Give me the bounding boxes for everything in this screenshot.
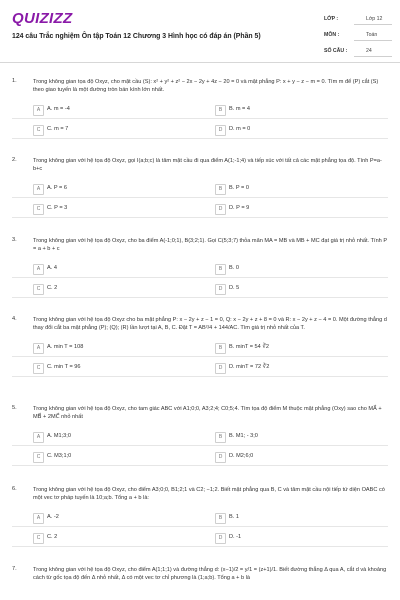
- option-letter-box: C: [33, 125, 44, 136]
- answer-option[interactable]: [33, 363, 203, 373]
- option-text: C. 2: [47, 534, 58, 540]
- option-text: B. 0: [229, 265, 239, 271]
- option-letter-box: B: [215, 264, 226, 275]
- option-divider: [12, 445, 388, 446]
- question-number: 5.: [12, 405, 17, 411]
- answer-option[interactable]: [33, 284, 203, 294]
- meta-grade-label: LỚP :: [324, 16, 339, 22]
- option-divider: [12, 197, 388, 198]
- question-number: 2.: [12, 157, 17, 163]
- meta-subject: [324, 30, 392, 46]
- answer-option[interactable]: [33, 264, 203, 274]
- option-text: C. 2: [47, 285, 58, 291]
- question-text: Trong không gian với hệ tọa độ Oxyz, gọi I(a;b;c) là tâm mặt cầu đi qua điểm A(1;-1;4) và tiếp xúc với tất cả các mặt phẳng tọa độ. Tính P=a-b+c: [33, 158, 382, 172]
- meta-grade-value: Lớp 12: [366, 16, 383, 22]
- answer-option[interactable]: [215, 264, 385, 274]
- question-text: Trong không gian với hệ tọa độ Oxyz, cho ba điểm A(-1;0;1), B(3;2;1). Gọi C(5;3;7) thỏa mãn MA = MB và MB + MC đạt giá trị nhỏ nhất. Tính P = a + b + c: [33, 238, 387, 252]
- option-letter-box: C: [33, 533, 44, 544]
- option-divider: [12, 465, 388, 466]
- option-letter-box: A: [33, 343, 44, 354]
- option-text: A. m = -4: [47, 106, 70, 112]
- option-letter-box: A: [33, 513, 44, 524]
- option-text: B. 1: [229, 514, 239, 520]
- meta-count-label: SỐ CÂU :: [324, 48, 348, 54]
- option-letter-box: A: [33, 432, 44, 443]
- question-number: 3.: [12, 237, 17, 243]
- option-text: A. M1;3;0: [47, 433, 71, 439]
- question-text: Trong không gian tọa độ Oxyz, cho mặt cầu (S): x² + y² + z² − 2x − 2y + 4z − 20 = 0 và mặt phẳng P: x + y − z − m = 0. Tìm m để (P) cắt (S) theo giao tuyến là một đường tròn bán kính lớn nhất.: [33, 79, 379, 93]
- option-text: D. -1: [229, 534, 242, 540]
- option-divider: [12, 356, 388, 357]
- option-divider: [12, 138, 388, 139]
- option-text: D. minT = 72 ∛2: [229, 364, 270, 370]
- option-divider: [12, 217, 388, 218]
- answer-option[interactable]: [33, 432, 203, 442]
- answer-option[interactable]: [33, 105, 203, 115]
- answer-option[interactable]: [215, 105, 385, 115]
- answer-option[interactable]: [215, 432, 385, 442]
- document-meta: [324, 14, 392, 62]
- document-title: 124 câu Trắc nghiệm Ôn tập Toán 12 Chương 3 Hình học có đáp án (Phần 5): [12, 33, 261, 40]
- answer-option[interactable]: [215, 204, 385, 214]
- header-divider: [0, 62, 400, 63]
- answer-option[interactable]: [215, 452, 385, 462]
- meta-grade: [324, 14, 392, 30]
- option-text: C. M3;1;0: [47, 453, 72, 459]
- option-letter-box: B: [215, 432, 226, 443]
- option-text: D. m = 0: [229, 126, 251, 132]
- meta-subject-value: Toán: [366, 32, 378, 38]
- option-divider: [12, 118, 388, 119]
- meta-divider: [354, 56, 392, 57]
- option-text: C. P = 3: [47, 205, 68, 211]
- answer-option[interactable]: [33, 125, 203, 135]
- option-letter-box: D: [215, 452, 226, 463]
- option-text: D. 5: [229, 285, 240, 291]
- option-divider: [12, 297, 388, 298]
- question-text: Trong không gian với hệ tọa độ Oxyz, cho tam giác ABC với A1;0;0, A3;2;4; C0;5;4. Tìm tọa độ điểm M thuộc mặt phẳng (Oxy) sao cho MA⃗ + MB⃗ + 2MC⃗ nhỏ nhất: [33, 406, 382, 420]
- question-number: 7.: [12, 566, 17, 572]
- answer-option[interactable]: [33, 513, 203, 523]
- question-number: 6.: [12, 486, 17, 492]
- option-letter-box: C: [33, 204, 44, 215]
- answer-option[interactable]: [33, 184, 203, 194]
- meta-divider: [354, 40, 392, 41]
- option-letter-box: A: [33, 184, 44, 195]
- answer-option[interactable]: [215, 513, 385, 523]
- option-text: C. m = 7: [47, 126, 69, 132]
- answer-option[interactable]: [215, 125, 385, 135]
- option-letter-box: B: [215, 184, 226, 195]
- answer-option[interactable]: [33, 204, 203, 214]
- quizizz-logo: QUIZIZZ: [12, 10, 73, 27]
- answer-option[interactable]: [215, 363, 385, 373]
- option-letter-box: A: [33, 105, 44, 116]
- answer-option[interactable]: [215, 343, 385, 353]
- answer-option[interactable]: [33, 452, 203, 462]
- option-text: C. min T = 96: [47, 364, 81, 370]
- answer-option[interactable]: [215, 184, 385, 194]
- option-text: A. P = 6: [47, 185, 67, 191]
- option-letter-box: D: [215, 204, 226, 215]
- option-text: D. P = 9: [229, 205, 250, 211]
- option-letter-box: B: [215, 343, 226, 354]
- option-text: A. -2: [47, 514, 59, 520]
- option-text: B. M1; - 3;0: [229, 433, 258, 439]
- meta-divider: [354, 24, 392, 25]
- option-letter-box: D: [215, 363, 226, 374]
- answer-option[interactable]: [33, 343, 203, 353]
- option-text: A. 4: [47, 265, 57, 271]
- meta-subject-label: MÔN :: [324, 32, 340, 38]
- option-text: B. P = 0: [229, 185, 249, 191]
- meta-count-value: 24: [366, 48, 372, 54]
- question-number: 4.: [12, 316, 17, 322]
- option-letter-box: C: [33, 452, 44, 463]
- option-divider: [12, 376, 388, 377]
- option-letter-box: B: [215, 513, 226, 524]
- question-text: Trong không gian với hệ tọa độ Oxyz cho ba mặt phẳng P: x − 2y + z − 1 = 0, Q: x − 2y + z + 8 = 0 và R: x − 2y + z − 4 = 0. Một đường thẳng d thay đổi cắt ba mặt phẳng (P); (Q); (R) lần lượt tại A, B, C. Đặt T = AB²/4 + 144/AC. Tìm giá trị nhỏ nhất của T.: [33, 317, 387, 331]
- option-text: D. M2;6;0: [229, 453, 254, 459]
- option-text: B. m = 4: [229, 106, 250, 112]
- option-letter-box: A: [33, 264, 44, 275]
- answer-option[interactable]: [215, 284, 385, 294]
- answer-option[interactable]: [215, 533, 385, 543]
- question-number: 1.: [12, 78, 17, 84]
- document-header: [0, 0, 400, 62]
- option-divider: [12, 526, 388, 527]
- option-letter-box: C: [33, 363, 44, 374]
- option-letter-box: D: [215, 533, 226, 544]
- option-divider: [12, 546, 388, 547]
- option-text: A. min T = 108: [47, 344, 84, 350]
- option-text: B. minT = 54 ∛2: [229, 344, 269, 350]
- option-letter-box: B: [215, 105, 226, 116]
- option-divider: [12, 277, 388, 278]
- question-text: Trong không gian với hệ tọa độ Oxyz, cho điểm A(1;1;1) và đường thẳng d: (x−1)/2 = y/1 = (z+1)/1. Biết đường thẳng Δ qua A, cắt d và khoảng cách từ gốc tọa độ đến Δ nhỏ nhất, Δ có một vec tơ chỉ phương là (1;a;b). Tổng a + b là: [33, 567, 387, 581]
- option-letter-box: C: [33, 284, 44, 295]
- option-letter-box: D: [215, 125, 226, 136]
- answer-option[interactable]: [33, 533, 203, 543]
- option-letter-box: D: [215, 284, 226, 295]
- question-text: Trong không gian với hệ tọa độ Oxyz, cho điểm A3;0;0, B1;2;1 và C2; −1;2. Biết mặt phẳng qua B, C và tâm mặt cầu nội tiếp tứ diện OABC có một vec tơ pháp tuyến là 10;a;b. Tổng a + b là:: [33, 487, 385, 501]
- meta-count: [324, 46, 392, 62]
